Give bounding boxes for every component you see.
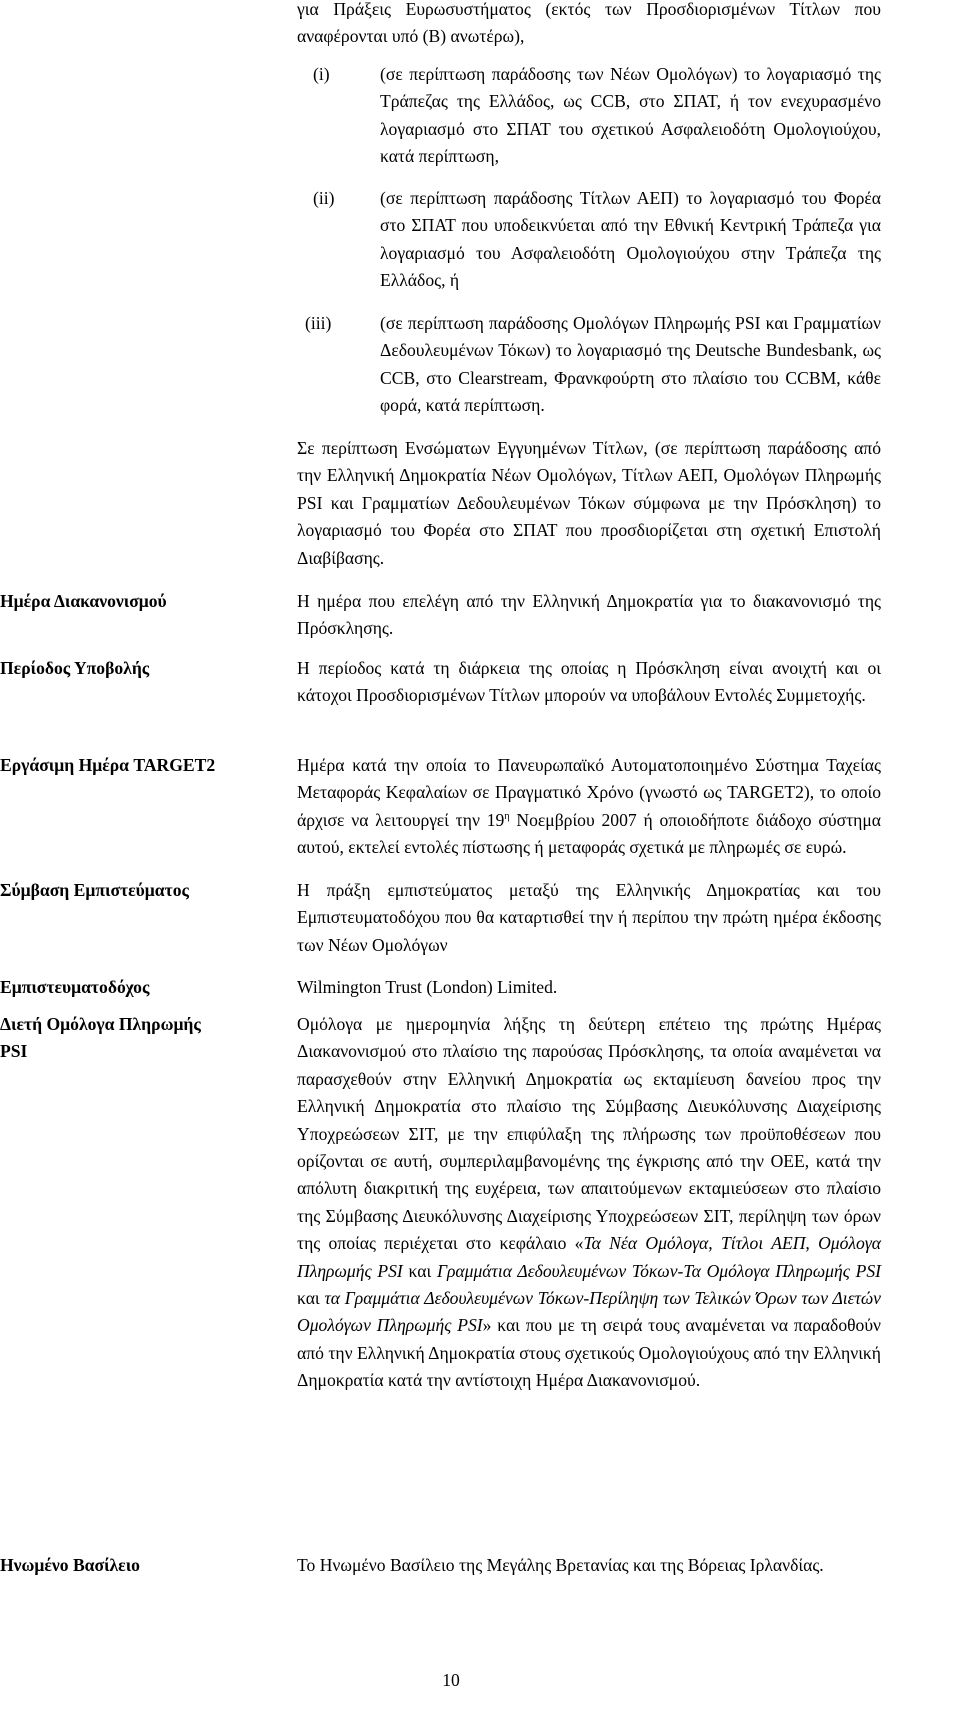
- intro-text: για Πράξεις Ευρωσυστήματος (εκτός των Προσδιορισμένων Τίτλων που αναφέρονται υπό (Β) ανωτέρω),: [297, 0, 881, 47]
- definition-text: Wilmington Trust (London) Limited.: [297, 977, 558, 997]
- definition-term: Διετή Ομόλογα Πληρωμής PSI: [0, 1014, 201, 1062]
- definition-text: Ημέρα κατά την οποία το Πανευρωπαϊκό Αυτοματοποιημένο Σύστημα Ταχείας Μεταφοράς Κεφαλαίων σε Πραγματικό Χρόνο (γνωστό ως TARGET2), το οποίο άρχισε να λειτουργεί την $19^\eta$ Νοεμβρίου 2007 ή οποιοδήποτε διάδοχο σύστημα αυτού, εκτελεί εντολές πίστωσης ή μεταφοράς σχετικά με πληρωμές σε ευρώ.: [297, 755, 881, 858]
- sub-item-number: (i): [313, 64, 330, 84]
- definition-term: Περίοδος Υποβολής: [0, 658, 150, 678]
- definition-text: Ομόλογα με ημερομηνία λήξης τη δεύτερη επέτειο της πρώτης Ημέρας Διακανονισμού στο πλαίσιο της παρούσας Πρόσκλησης, τα οποία αναμένεται να παρασχεθούν στην Ελληνική Δημοκρατία ως εκταμίευση δανείου προς την Ελληνική Δημοκρατία στο πλαίσιο της Σύμβασης Διευκόλυνσης Διαχείρισης Υποχρεώσεων ΣΙΤ, με την επιφύλαξη της πλήρωσης των προϋποθέσεων που ορίζονται σε αυτή, συμπεριλαμβανομένης της έγκρισης από την ΟΕΕ, κατά την απόλυτη διακριτική της ευχέρεια, των απαιτούμενων εκταμιεύσεων στο πλαίσιο της Σύμβασης Διευκόλυνσης Διαχείρισης Υποχρεώσεων ΣΙΤ, περίληψη των όρων της οποίας περιέχεται στο κεφάλαιο «Τα Νέα Ομόλογα, Τίτλοι ΑΕΠ, Ομόλογα Πληρωμής PSI και Γραμμάτια Δεδουλευμένων Τόκων-Τα Ομόλογα Πληρωμής PSI και τα Γραμμάτια Δεδουλευμένων Τόκων-Περίληψη των Τελικών Όρων των Διετών Ομολόγων Πληρωμής PSI» και που με τη σειρά τους αναμένεται να παραδοθούν από την Ελληνική Δημοκρατία στους σχετικούς Ομολογιούχους από την Ελληνική Δημοκρατία κατά την αντίστοιχη Ημέρα Διακανονισμού.: [297, 1014, 882, 1391]
- definition-term: Ηνωμένο Βασίλειο: [0, 1555, 140, 1575]
- definition-term: Εμπιστευματοδόχος: [0, 977, 150, 997]
- definition-term: Σύμβαση Εμπιστεύματος: [0, 880, 189, 900]
- sub-item-text: (σε περίπτωση παράδοσης Ομολόγων Πληρωμής PSI και Γραμματίων Δεδουλευμένων Τόκων) το λογαριασμό της Deutsche Bundesbank, ως CCB, στο Clearstream, Φρανκφούρτη στο πλαίσιο του CCBM, κάθε φορά, κατά περίπτωση.: [380, 313, 881, 416]
- definition-text: Η πράξη εμπιστεύματος μεταξύ της Ελληνικής Δημοκρατίας και του Εμπιστευματοδόχου που θα καταρτισθεί την ή περίπου την πρώτη ημέρα έκδοσης των Νέων Ομολόγων: [297, 880, 881, 955]
- sub-item-text: (σε περίπτωση παράδοσης Τίτλων ΑΕΠ) το λογαριασμό του Φορέα στο ΣΠΑΤ που υποδεικνύεται από την Εθνική Κεντρική Τράπεζα για λογαριασμό του Ασφαλειοδότη Ομολογιούχου στην Τράπεζα της Ελλάδος, ή: [380, 188, 881, 291]
- sub-item-number: (iii): [305, 313, 332, 333]
- page-number: 10: [442, 1670, 460, 1690]
- definition-term: Ημέρα Διακανονισμού: [0, 591, 167, 611]
- sub-item-number: (ii): [313, 188, 335, 208]
- definition-text: Η ημέρα που επελέγη από την Ελληνική Δημοκρατία για το διακανονισμό της Πρόσκλησης.: [297, 591, 881, 639]
- definition-text: Το Ηνωμένο Βασίλειο της Μεγάλης Βρετανίας και της Βόρειας Ιρλανδίας.: [297, 1555, 824, 1575]
- superscript: η: [504, 810, 510, 822]
- definition-text: Η περίοδος κατά τη διάρκεια της οποίας η Πρόσκληση είναι ανοιχτή και οι κάτοχοι Προσδιορισμένων Τίτλων μπορούν να υποβάλουν Εντολές Συμμετοχής.: [297, 658, 881, 706]
- definition-term: Εργάσιμη Ημέρα TARGET2: [0, 755, 216, 775]
- body-paragraph: Σε περίπτωση Ενσώματων Εγγυημένων Τίτλων, (σε περίπτωση παράδοσης από την Ελληνική Δημοκρατία Νέων Ομολόγων, Τίτλων ΑΕΠ, Ομολόγων Πληρωμής PSI και Γραμματίων Δεδουλευμένων Τόκων σύμφωνα με την Πρόσκληση) το λογαριασμό του Φορέα στο ΣΠΑΤ που προσδιορίζεται στη σχετική Επιστολή Διαβίβασης.: [297, 438, 881, 568]
- sub-item-text: (σε περίπτωση παράδοσης των Νέων Ομολόγων) το λογαριασμό της Τράπεζας της Ελλάδος, ως CCB, στο ΣΠΑΤ, ή τον ενεχυρασμένο λογαριασμό στο ΣΠΑΤ του σχετικού Ασφαλειοδότη Ομολογιούχου, κατά περίπτωση,: [380, 64, 881, 167]
